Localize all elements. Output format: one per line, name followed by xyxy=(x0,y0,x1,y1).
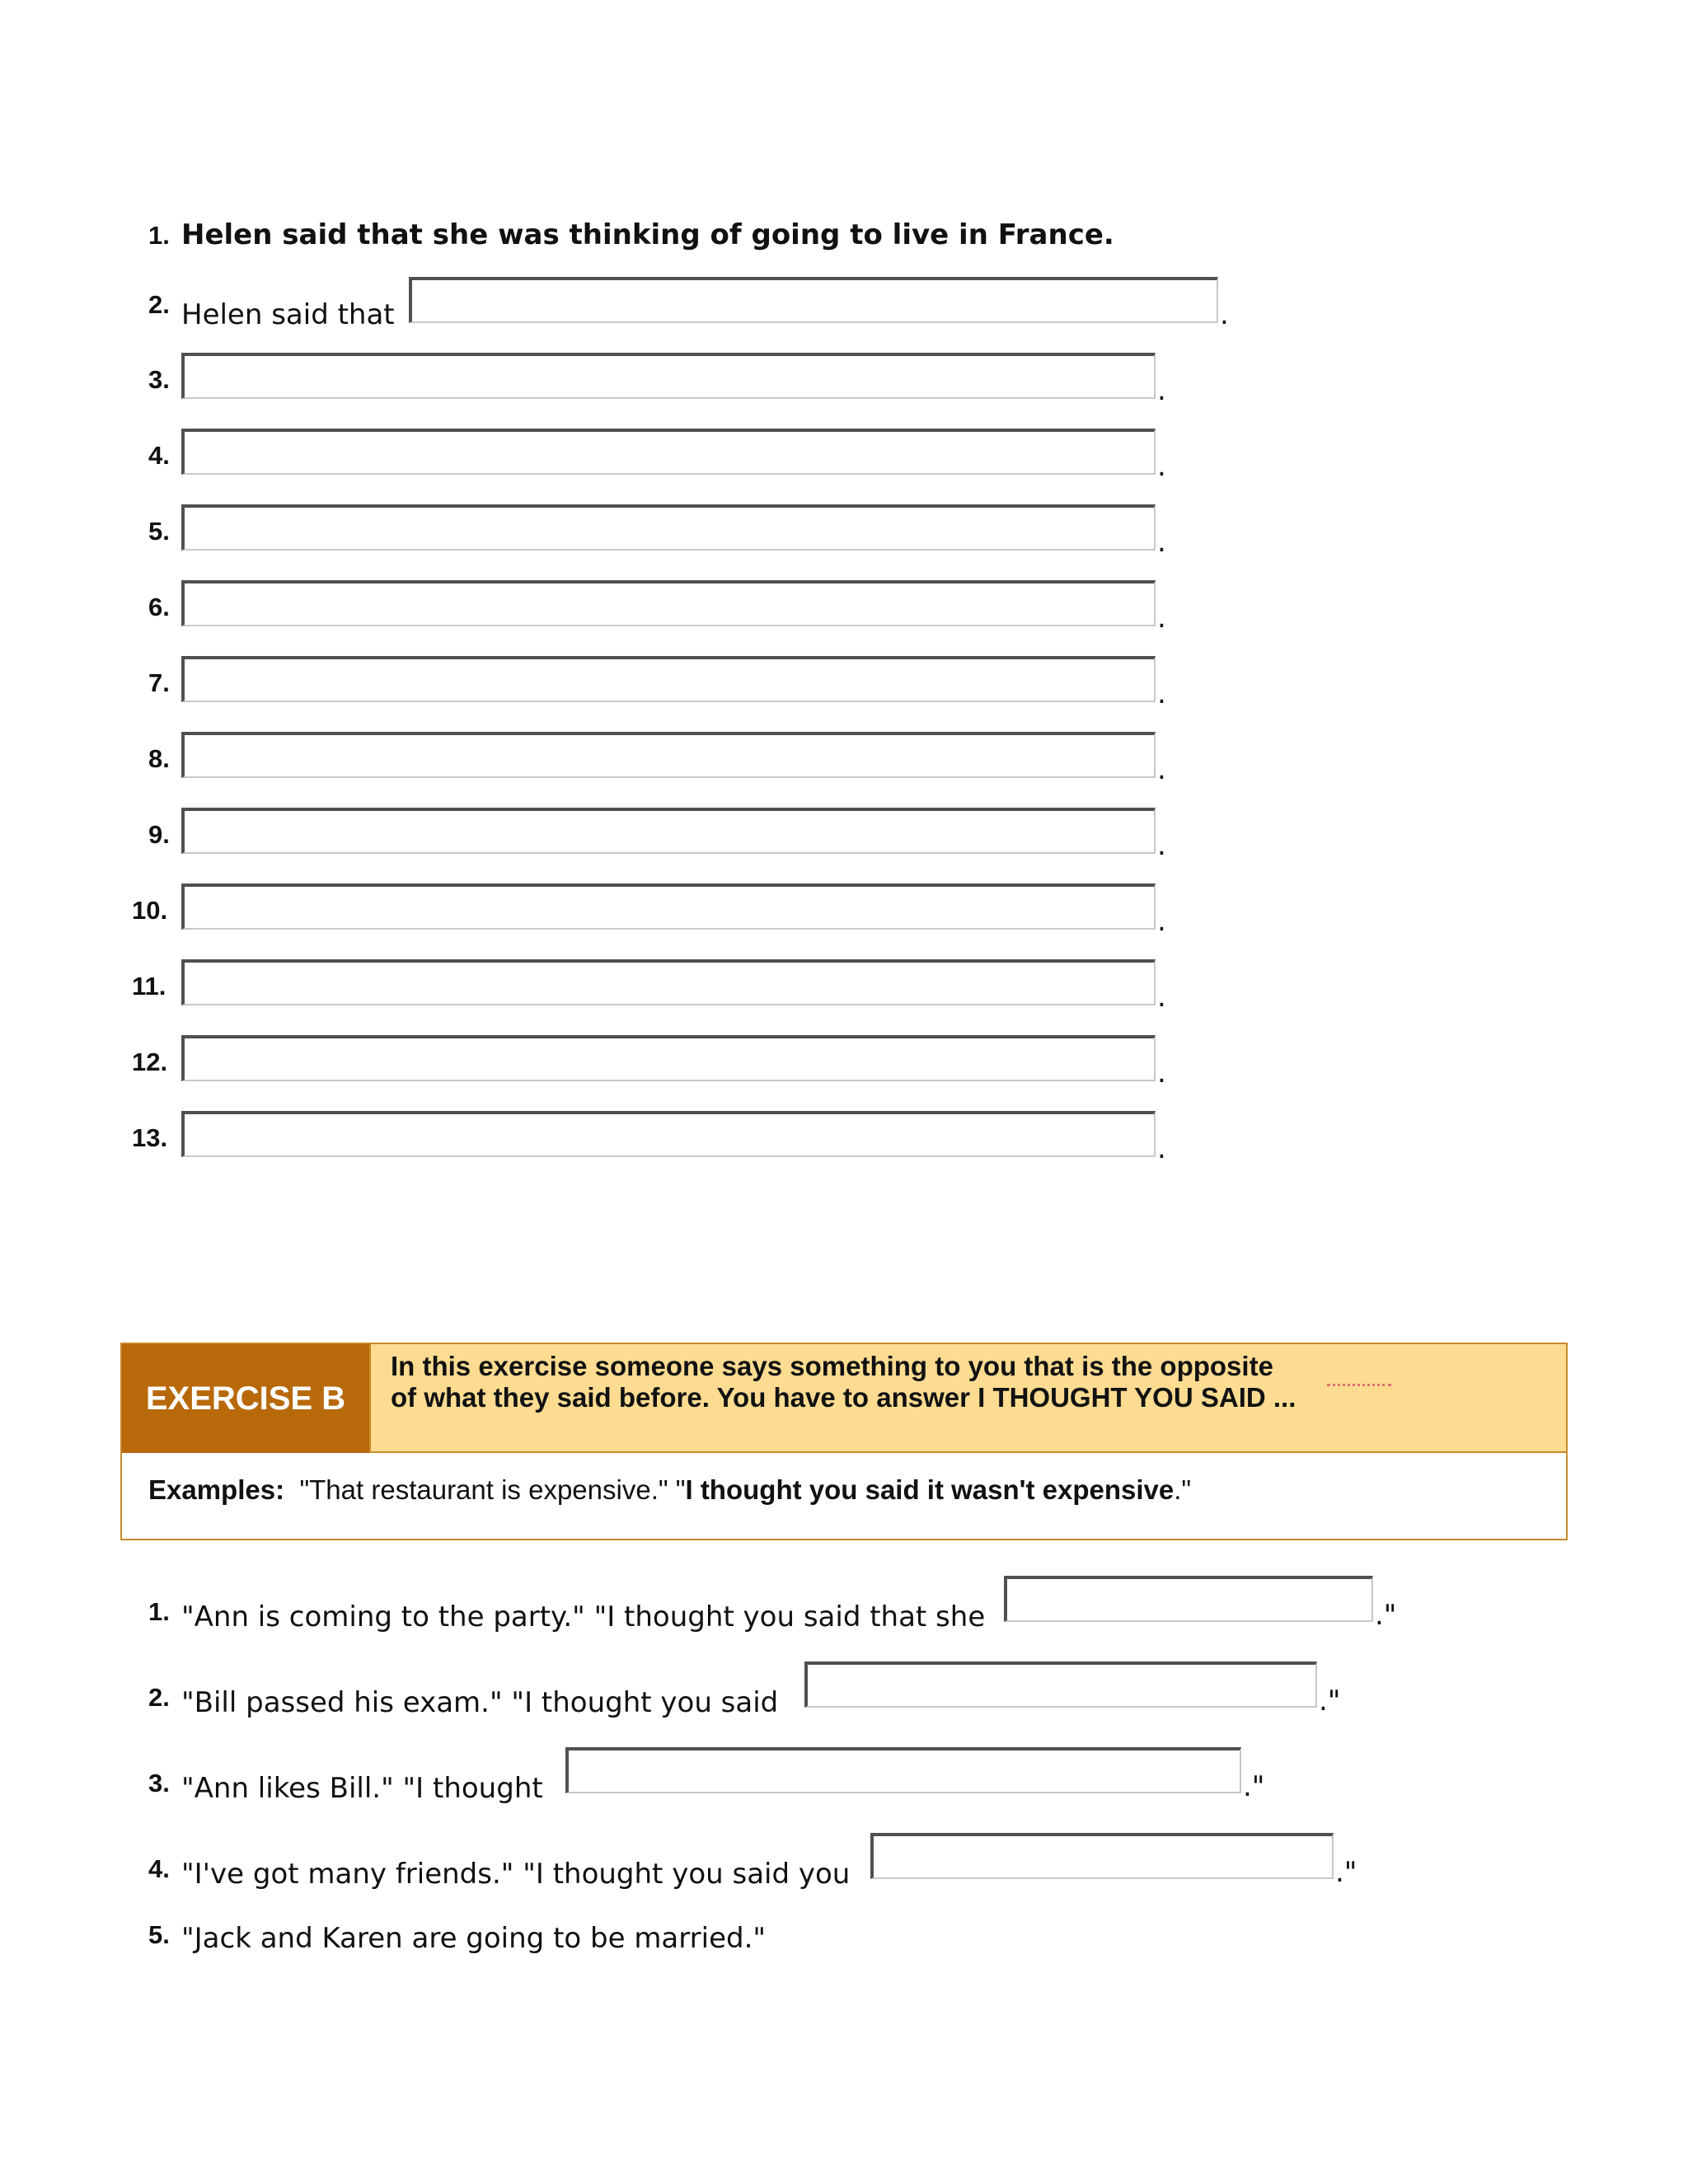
item-number: 6. xyxy=(148,593,170,621)
exercise-b-header xyxy=(120,1343,1568,1540)
answer-input[interactable] xyxy=(181,808,1156,854)
item-number: 7. xyxy=(148,668,170,697)
answer-input[interactable] xyxy=(181,353,1156,399)
item-number: 12. xyxy=(132,1047,168,1076)
item-number: 10. xyxy=(132,896,168,925)
end-punctuation: ." xyxy=(1243,1770,1265,1803)
item-number: 1. xyxy=(148,221,170,250)
answer-input[interactable] xyxy=(565,1747,1241,1793)
item-number: 1. xyxy=(148,1597,170,1626)
item-number: 3. xyxy=(148,1769,170,1797)
item-sentence: "Ann is coming to the party." "I thought you said that she xyxy=(181,1601,986,1633)
answer-input[interactable] xyxy=(181,656,1156,702)
answer-input[interactable] xyxy=(181,959,1156,1005)
example-answer: I thought you said it wasn't expensive xyxy=(685,1474,1175,1505)
item-number: 2. xyxy=(148,290,170,319)
item-number: 4. xyxy=(148,1854,170,1883)
item-number: 8. xyxy=(148,744,170,773)
exercise-b-instructions-panel xyxy=(369,1344,1566,1453)
end-punctuation: . xyxy=(1157,450,1166,483)
item-number: 9. xyxy=(148,820,170,849)
end-punctuation: . xyxy=(1157,1057,1166,1090)
end-punctuation: . xyxy=(1157,905,1166,938)
item-sentence: "Ann likes Bill." "I thought xyxy=(181,1772,543,1805)
answer-input[interactable] xyxy=(1004,1576,1373,1622)
item-number: 13. xyxy=(132,1123,168,1152)
answer-input[interactable] xyxy=(181,1111,1156,1157)
item-number: 5. xyxy=(148,1920,170,1949)
end-punctuation: . xyxy=(1220,298,1229,331)
answer-input[interactable] xyxy=(870,1833,1334,1879)
item-number: 4. xyxy=(148,441,170,470)
end-punctuation: . xyxy=(1157,753,1166,786)
decorative-mark xyxy=(1327,1384,1391,1393)
item-sentence: "Jack and Karen are going to be married." xyxy=(181,1922,767,1955)
answer-input[interactable] xyxy=(181,1035,1156,1081)
answer-input[interactable] xyxy=(409,277,1218,323)
example-answer-open: " xyxy=(675,1474,686,1505)
answer-input[interactable] xyxy=(804,1661,1317,1708)
item-sentence: "I've got many friends." "I thought you said you xyxy=(181,1858,851,1891)
item-sentence: Helen said that she was thinking of going to live in France. xyxy=(181,218,1114,251)
answer-input[interactable] xyxy=(181,504,1156,551)
item-prefix: Helen said that xyxy=(181,298,395,331)
item-number: 11. xyxy=(132,972,166,1001)
answer-input[interactable] xyxy=(181,429,1156,475)
end-punctuation: ." xyxy=(1375,1599,1397,1632)
end-punctuation: . xyxy=(1157,526,1166,559)
item-number: 5. xyxy=(148,517,170,546)
end-punctuation: . xyxy=(1157,677,1166,710)
item-number: 2. xyxy=(148,1683,170,1712)
end-punctuation: . xyxy=(1157,602,1166,635)
end-punctuation: ." xyxy=(1319,1685,1341,1718)
item-number: 3. xyxy=(148,365,170,394)
end-punctuation: . xyxy=(1157,981,1166,1014)
answer-input[interactable] xyxy=(181,883,1156,930)
example-answer-close: ." xyxy=(1174,1474,1192,1505)
examples-label: Examples: xyxy=(148,1474,285,1505)
example-quote: "That restaurant is expensive." xyxy=(299,1474,668,1505)
end-punctuation: . xyxy=(1157,1132,1166,1165)
end-punctuation: . xyxy=(1157,829,1166,862)
end-punctuation: . xyxy=(1157,374,1166,407)
answer-input[interactable] xyxy=(181,580,1156,626)
examples-line xyxy=(148,1474,1191,1506)
answer-input[interactable] xyxy=(181,732,1156,778)
end-punctuation: ." xyxy=(1335,1856,1357,1889)
item-sentence: "Bill passed his exam." "I thought you said xyxy=(181,1686,779,1719)
exercise-b-instructions: In this exercise someone says something to you that is the opposite of what they said before. You have to answer I THOUGHT YOU SAID ... xyxy=(391,1351,1296,1413)
exercise-b-label: EXERCISE B xyxy=(122,1344,369,1453)
